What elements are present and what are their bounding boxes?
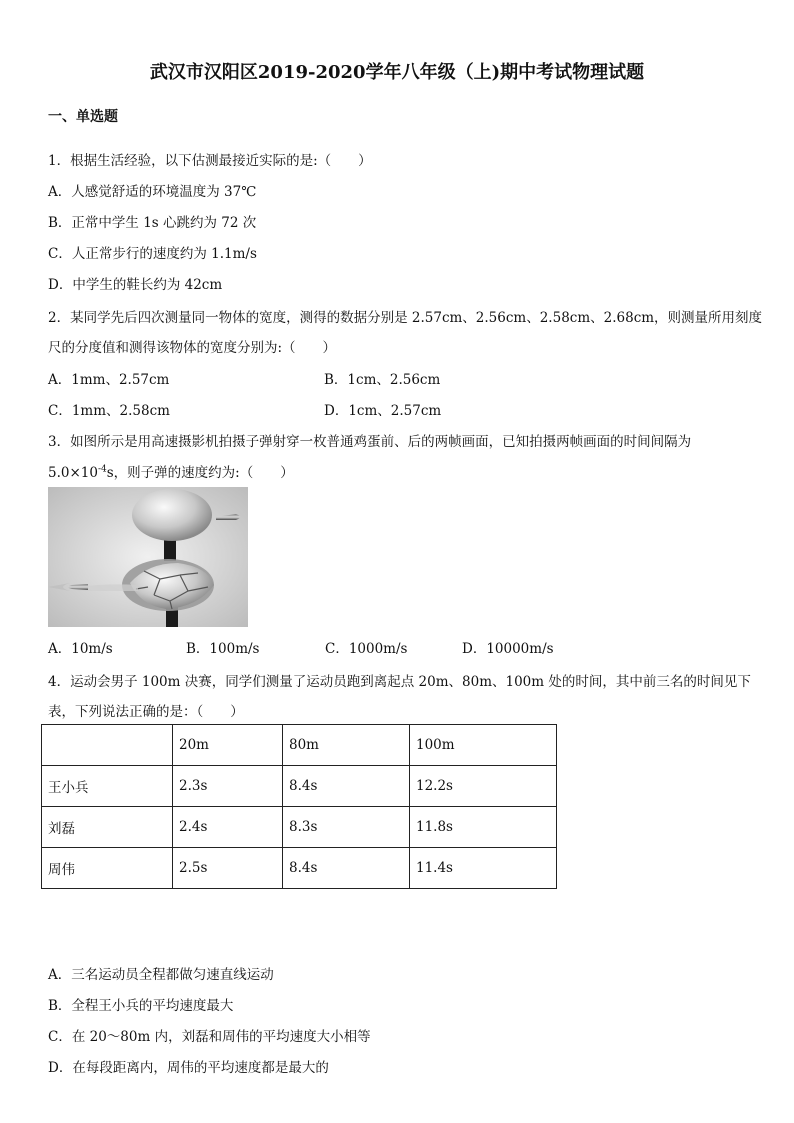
table-cell: 2.3s [173, 766, 283, 807]
q1-option-b: B．正常中学生 1s 心跳约为 72 次 [48, 215, 257, 231]
section-heading: 一、单选题 [48, 109, 118, 125]
q2-option-c: C．1mm、2.58cm [48, 403, 170, 419]
table-cell [42, 725, 173, 766]
q2-option-d: D．1cm、2.57cm [324, 403, 442, 419]
q3-option-b: B．100m/s [186, 641, 260, 657]
table-cell: 12.2s [410, 766, 557, 807]
q1-option-a: A．人感觉舒适的环境温度为 37℃ [48, 184, 257, 200]
q2-option-b: B．1cm、2.56cm [324, 372, 441, 388]
table-row [42, 766, 557, 807]
q1-stem: 1．根据生活经验，以下估测最接近实际的是:（ ） [48, 153, 372, 169]
q3-option-d: D．10000m/s [462, 641, 554, 657]
q4-option-b: B．全程王小兵的平均速度最大 [48, 998, 234, 1014]
q4-stem-line1: 4．运动会男子 100m 决赛，同学们测量了运动员跑到离起点 20m、80m、100m 处的时间，其中前三名的时间见下 [48, 674, 751, 690]
page-title: 武汉市汉阳区2019-2020学年八年级（上)期中考试物理试题 [149, 62, 645, 83]
table-cell: 80m [283, 725, 410, 766]
table-cell: 8.4s [283, 848, 410, 889]
q1-option-c: C．人正常步行的速度约为 1.1m/s [48, 246, 257, 262]
timing-table [41, 724, 557, 889]
q3-option-a: A．10m/s [48, 641, 113, 657]
q4-option-d: D．在每段距离内，周伟的平均速度都是最大的 [48, 1060, 329, 1076]
table-cell: 刘磊 [42, 807, 173, 848]
table-cell: 11.8s [410, 807, 557, 848]
table-cell: 100m [410, 725, 557, 766]
table-row [42, 807, 557, 848]
q3-stem-line2: $5.0\times 10^{-4}s$，则子弹的速度约为:（ ） [48, 464, 294, 481]
q4-option-a: A．三名运动员全程都做匀速直线运动 [48, 967, 274, 983]
q3-stem-line1: 3．如图所示是用高速摄影机拍摄子弹射穿一枚普通鸡蛋前、后的两帧画面，已知拍摄两帧画面的时间间隔为 [48, 434, 692, 450]
table-cell: 8.3s [283, 807, 410, 848]
q4-stem-line2: 表，下列说法正确的是：（ ） [48, 704, 244, 720]
q2-stem-line2: 尺的分度值和测得该物体的宽度分别为:（ ） [48, 340, 337, 356]
q2-stem-line1: 2．某同学先后四次测量同一物体的宽度，测得的数据分别是 2.57cm、2.56cm、2.58cm、2.68cm，则测量所用刻度 [48, 310, 763, 326]
q4-option-c: C．在 20～80m 内，刘磊和周伟的平均速度大小相等 [48, 1029, 371, 1045]
table-cell: 2.4s [173, 807, 283, 848]
table-row [42, 848, 557, 889]
table-cell: 11.4s [410, 848, 557, 889]
table-cell: 20m [173, 725, 283, 766]
table-cell: 8.4s [283, 766, 410, 807]
bullet-egg-photo [48, 487, 248, 627]
q3-option-c: C．1000m/s [325, 641, 408, 657]
table-cell: 周伟 [42, 848, 173, 889]
q1-option-d: D．中学生的鞋长约为 42cm [48, 277, 223, 293]
table-header-row [42, 725, 557, 766]
egg-intact [132, 489, 212, 541]
table-cell: 王小兵 [42, 766, 173, 807]
q2-option-a: A．1mm、2.57cm [48, 372, 170, 388]
table-cell: 2.5s [173, 848, 283, 889]
